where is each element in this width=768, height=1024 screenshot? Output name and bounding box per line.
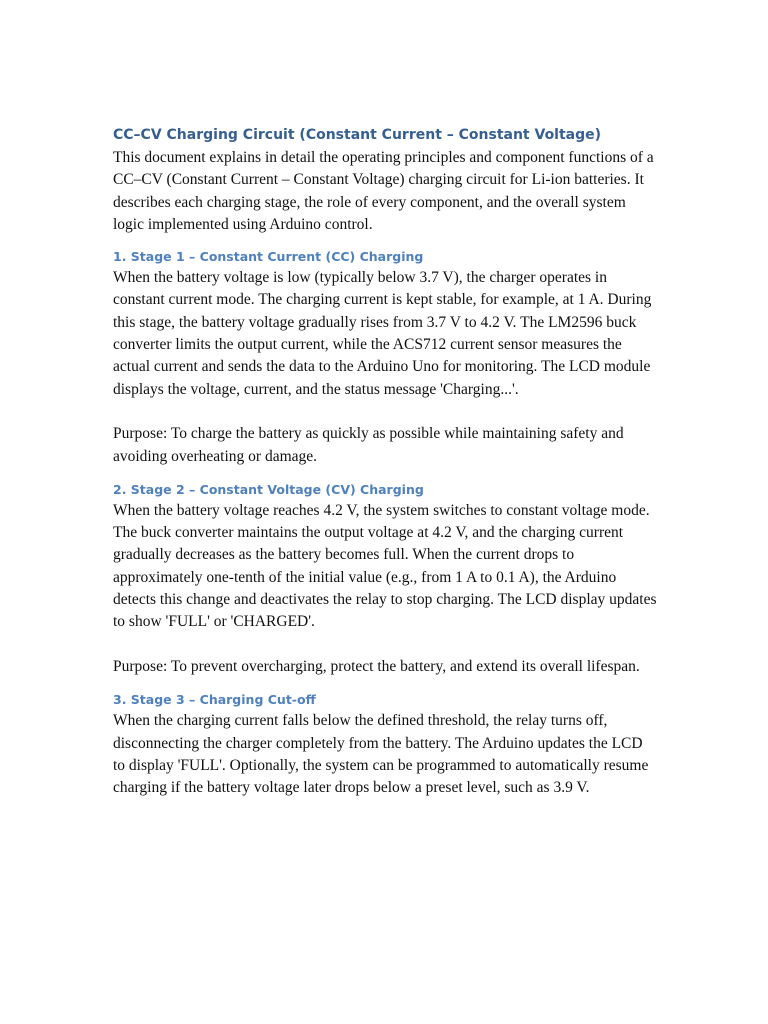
document-page — [113, 125, 658, 799]
section-body: When the battery voltage reaches 4.2 V, the system switches to constant voltage mode. The buck converter maintains the output voltage at 4.2 V, and the charging current gradually decreases as the battery becomes full. When the current drops to approximately one-tenth of the initial value (e.g., from 1 A to 0.1 A), the Arduino detects this change and deactivates the relay to stop charging. The LCD display updates to show 'FULL' or 'CHARGED'. — [113, 501, 657, 631]
section-body: When the charging current falls below the defined threshold, the relay turns off, disconnecting the charger completely from the battery. The Arduino updates the LCD to display 'FULL'. Optionally, the system can be programmed to automatically resume charging if the battery voltage later drops below a preset level, such as 3.9 V. — [113, 712, 649, 797]
section-heading: 2. Stage 2 – Constant Voltage (CV) Charging — [113, 481, 424, 497]
section-stage-1 — [113, 247, 658, 468]
section-purpose: Purpose: To charge the battery as quickly as possible while maintaining safety and avoiding overheating or damage. — [113, 425, 624, 465]
paragraph-spacer — [113, 401, 658, 423]
section-heading: 3. Stage 3 – Charging Cut-off — [113, 692, 316, 708]
paragraph-spacer — [113, 634, 658, 656]
section-stage-3 — [113, 690, 658, 799]
section-stage-2 — [113, 480, 658, 678]
document-title: CC–CV Charging Circuit (Constant Current – Constant Voltage) — [113, 127, 602, 143]
section-heading: 1. Stage 1 – Constant Current (CC) Charging — [113, 249, 424, 265]
intro-paragraph: This document explains in detail the operating principles and component functions of a CC–CV (Constant Current – Constant Voltage) charging circuit for Li-ion batteries. It describes each charging stage, the role of every component, and the overall system logic implemented using Arduino control. — [113, 149, 654, 233]
section-body: When the battery voltage is low (typically below 3.7 V), the charger operates in constant current mode. The charging current is kept stable, for example, at 1 A. During this stage, the battery voltage gradually rises from 3.7 V to 4.2 V. The LM2596 buck converter limits the output current, while the ACS712 current sensor measures the actual current and sends the data to the Arduino Uno for monitoring. The LCD module displays the voltage, current, and the status message 'Charging...'. — [113, 269, 652, 398]
section-purpose: Purpose: To prevent overcharging, protect the battery, and extend its overall lifespan. — [113, 657, 640, 675]
